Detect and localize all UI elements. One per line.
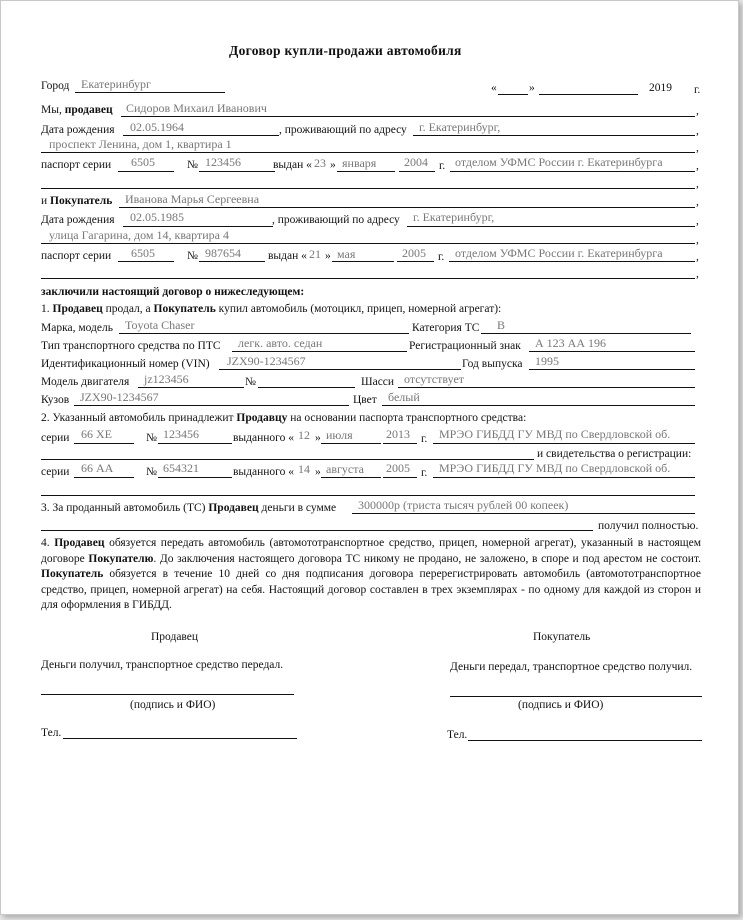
cert-series-underline xyxy=(74,477,134,478)
buyer-issued-by: отделом УФМС России г. Екатеринбурга xyxy=(455,246,663,260)
chassis-value: отсутствует xyxy=(404,372,465,386)
seller-name: Сидоров Михаил Иванович xyxy=(126,101,267,115)
date-month-underline xyxy=(539,94,638,95)
buyer-month-underline xyxy=(332,261,394,262)
buyer-birth-underline xyxy=(123,226,273,227)
buyer-sign-title: Покупатель xyxy=(533,631,591,643)
cert-series-label: серии xyxy=(41,466,70,478)
buyer-passport-series: 6505 xyxy=(131,246,155,260)
buyer-address-line1: г. Екатеринбург, xyxy=(413,210,495,224)
pts-month: июля xyxy=(326,428,353,442)
seller-intro: Мы, продавец xyxy=(41,104,113,116)
buyer-phone-label: Тел. xyxy=(447,729,468,741)
seller-passport-series: 6505 xyxy=(131,155,155,169)
seller-month-underline xyxy=(337,171,395,172)
vehicle-type-label: Тип транспортного средства по ПТС xyxy=(41,340,221,352)
pts-issued-by: МРЭО ГИБДД ГУ МВД по Свердловской об. xyxy=(439,427,671,441)
cert-issued-label: выданного « xyxy=(233,466,294,478)
vehicle-type-value: легк. авто. седан xyxy=(238,336,323,350)
cert-number: 654321 xyxy=(163,461,199,475)
brand-label: Марка, модель xyxy=(41,322,113,334)
buyer-year-underline xyxy=(397,261,434,262)
cert-series: 66 АА xyxy=(81,461,114,475)
cert-month: августа xyxy=(326,462,364,476)
seller-passport-number: 123456 xyxy=(205,155,241,169)
vin-label: Идентификационный номер (VIN) xyxy=(41,358,210,370)
date-day-underline xyxy=(498,94,528,95)
seller-series-underline xyxy=(118,171,174,172)
cert-day: 14 xyxy=(298,462,310,476)
engine-underline xyxy=(138,387,244,388)
seller-name-underline xyxy=(121,116,695,117)
vin-value: JZX90-1234567 xyxy=(227,354,306,368)
pts-blank-line xyxy=(41,459,534,460)
seller-issued-by-underline xyxy=(450,171,695,172)
received-text: получил полностью. xyxy=(598,520,699,532)
buyer-birth-date: 02.05.1985 xyxy=(130,210,184,224)
city-value: Екатеринбург xyxy=(81,77,151,91)
seller-address-line2: проспект Ленина, дом 1, квартира 1 xyxy=(49,137,232,151)
seller-issued-month: января xyxy=(342,156,377,170)
seller-issued-by: отделом УФМС России г. Екатеринбурга xyxy=(455,155,663,169)
cert-year: 2005 xyxy=(386,461,410,475)
buyer-address-underline-1 xyxy=(407,226,695,227)
date-year: 2019 xyxy=(649,82,672,94)
cert-month-underline xyxy=(321,477,381,478)
seller-sign-caption: (подпись и ФИО) xyxy=(130,699,216,711)
reg-plate-value: А 123 АА 196 xyxy=(535,336,606,350)
seller-address-underline-1 xyxy=(413,135,695,136)
brand-underline xyxy=(119,333,409,334)
date-close-quote: » xyxy=(529,82,535,94)
concluded-heading: заключили настоящий договор о нижеследующем: xyxy=(41,286,305,298)
buyer-number-label: № xyxy=(187,250,198,262)
seller-blank-line xyxy=(41,188,695,189)
buyer-passport-number: 987654 xyxy=(205,246,241,260)
contract-page: Договор купли-продажи автомобиля Город Екатеринбург « » 2019 г. Мы, продавец Сидоров Михаил Иванович , Дата рождения 02.05.1964 , проживающий по адресу г. Екатеринбург, , проспект Ленина, дом 1, квартира 1 , паспорт серии 6505 № 123456 выдан « 23 » января 2004 г. отделом УФМС России г. Екатеринбурга , , и Покупатель Иванова Марья Сергеевна , Дата рождения 02.05.1985 , проживающий по адресу г. Екатеринбург, , улица Гагарина, дом 14, квартира 4 , паспорт серии 6505 № 987654 выдан « 21 » мая 2005 г. отделом УФМС России г. Екатеринбурга , , заключили настоящий договор о нижеследующем: 1. Продавец продал, а Покупатель купил автомобиль (мотоцикл, прицеп, номерной агрегат): Марка, модель Toyota Chaser Категория ТС B Тип транспортного средства по ПТС легк. авто. седан Регистрационный знак А 123 АА 196 Идентификационный номер (VIN) JZX90-1234567 Год выпуска 1995 Модель двигателя jz123456 № Шасси отсутствует Кузов JZX90-1234567 Цвет белый 2. Указанный автомобиль принадлежит Продавцу на основании паспорта транспортного средства: серии 66 ХЕ № 123456 выданного « 12 » июля 2013 г. МРЭО ГИБДД ГУ МВД по Свердловской об. и свидетельства о регистрации: серии 66 АА № 654321 выданного « 14 » августа 2005 г. МРЭО ГИБДД ГУ МВД по Свердловской об. 3. За проданный автомобиль (ТС) Продавец деньги в сумме 300000р (триста тысяч рублей 00 копеек) получил полностью. 4. Продавец обязуется передать автомобиль (автомототранспортное средство, прицеп, номерной агрегат), указанный в настоящем договоре Покупателю. До заключения настоящего договора ТС никому не продано, не заложено, в споре и под арестом не состоит. Покупатель обязуется в течение 10 дней со дня подписания договора перерегистрировать автомобиль (автомототранспортное средство, прицеп, номерной агрегат) на себя. Настоящий договор составлен в трех экземплярах - по одному для каждой из сторон и для оформления в ГИБДД. Продавец Покупатель Деньги получил, транспортное средство передал. Деньги передал, транспортное средство получил. (подпись и ФИО) (подпись и ФИО) Тел. Тел. xyxy=(0,0,739,915)
seller-number-label: № xyxy=(187,159,198,171)
cert-number-label: № xyxy=(146,466,157,478)
buyer-passport-label: паспорт серии xyxy=(41,250,112,262)
seller-issued-year: 2004 xyxy=(404,155,428,169)
seller-phone-line xyxy=(63,738,297,739)
buyer-number-underline xyxy=(199,261,265,262)
pts-number: 123456 xyxy=(163,427,199,441)
buyer-issued-by-underline xyxy=(449,261,695,262)
buyer-issued-year: 2005 xyxy=(402,246,426,260)
vin-underline xyxy=(219,369,461,370)
pts-issued-by-underline xyxy=(433,443,695,444)
reg-plate-underline xyxy=(529,351,695,352)
buyer-sign-caption: (подпись и ФИО) xyxy=(518,699,604,711)
color-label: Цвет xyxy=(353,394,377,406)
amount-underline-2 xyxy=(41,530,593,531)
seller-address-line1: г. Екатеринбург, xyxy=(419,120,501,134)
pts-month-underline xyxy=(321,443,381,444)
seller-birth-date: 02.05.1964 xyxy=(130,120,184,134)
date-open-quote: « xyxy=(491,82,497,94)
seller-address-underline-2 xyxy=(41,152,695,153)
cert-number-underline xyxy=(158,477,232,478)
brand-value: Toyota Chaser xyxy=(125,318,195,332)
reg-plate-label: Регистрационный знак xyxy=(409,340,521,352)
cert-year-underline xyxy=(383,477,417,478)
pts-year-underline xyxy=(383,443,417,444)
vehicle-type-underline xyxy=(232,351,407,352)
buyer-intro: и Покупатель xyxy=(41,195,113,207)
seller-issued-label: выдан « xyxy=(273,159,312,171)
buyer-phone-line xyxy=(468,740,702,741)
buyer-birth-label: Дата рождения xyxy=(41,214,115,226)
pts-number-label: № xyxy=(146,432,157,444)
year-underline xyxy=(529,369,695,370)
seller-birth-label: Дата рождения xyxy=(41,124,115,136)
city-label: Город xyxy=(41,80,70,92)
body-label: Кузов xyxy=(41,394,70,406)
pts-day: 12 xyxy=(298,428,310,442)
section4-paragraph: 4. Продавец обязуется передать автомобиль (автомототранспортное средство, прицеп, номерной агрегат), указанный в настоящем договоре Покупателю. До заключения настоящего договора ТС никому не продано, не заложено, в споре и под арестом не состоит. Покупатель обязуется в течение 10 дней со дня подписания договора перерегистрировать автомобиль (автомототранспортное средство, прицеп, номерной агрегат) на себя. Настоящий договор составлен в трех экземплярах - по одному для каждой из сторон и для оформления в ГИБДД. xyxy=(41,537,702,611)
buyer-address-line2: улица Гагарина, дом 14, квартира 4 xyxy=(49,228,229,242)
document-title: Договор купли-продажи автомобиля xyxy=(229,43,462,58)
cert-blank-line xyxy=(41,495,695,496)
cert-issued-by: МРЭО ГИБДД ГУ МВД по Свердловской об. xyxy=(439,461,671,475)
buyer-residing-label: , проживающий по адресу xyxy=(272,214,400,226)
category-underline xyxy=(481,333,691,334)
buyer-name-underline xyxy=(119,207,695,208)
engine-number-underline xyxy=(258,387,355,388)
engine-label: Модель двигателя xyxy=(41,376,130,388)
seller-year-underline xyxy=(399,171,435,172)
buyer-sign-line xyxy=(450,696,702,697)
cert-issued-by-underline xyxy=(433,477,695,478)
buyer-issued-day: 21 xyxy=(309,247,321,261)
pts-series-underline xyxy=(74,443,134,444)
reg-cert-label: и свидетельства о регистрации: xyxy=(537,448,692,460)
pts-series: 66 ХЕ xyxy=(81,427,112,441)
seller-phone-label: Тел. xyxy=(41,727,62,739)
engine-number-label: № xyxy=(245,376,256,388)
color-value: белый xyxy=(388,390,420,404)
section3-intro: 3. За проданный автомобиль (ТС) Продавец деньги в сумме xyxy=(41,502,337,514)
date-year-suffix: г. xyxy=(694,84,701,96)
body-value: JZX90-1234567 xyxy=(80,390,159,404)
amount-underline xyxy=(352,513,695,514)
pts-number-underline xyxy=(158,443,232,444)
engine-value: jz123456 xyxy=(144,372,189,386)
color-underline xyxy=(382,405,695,406)
section2-intro: 2. Указанный автомобиль принадлежит Продавцу на основании паспорта транспортного средства: xyxy=(41,412,527,424)
buyer-issued-month: мая xyxy=(337,247,356,261)
section1-intro: 1. Продавец продал, а Покупатель купил автомобиль (мотоцикл, прицеп, номерной агрегат): xyxy=(41,303,502,315)
seller-residing-label: , проживающий по адресу xyxy=(279,124,407,136)
year-value: 1995 xyxy=(535,354,559,368)
chassis-label: Шасси xyxy=(361,376,395,388)
seller-number-underline xyxy=(199,171,275,172)
seller-sign-text: Деньги получил, транспортное средство передал. xyxy=(41,659,284,671)
pts-series-label: серии xyxy=(41,432,70,444)
seller-sign-title: Продавец xyxy=(151,631,199,643)
body-underline xyxy=(74,405,349,406)
category-label: Категория ТС xyxy=(412,322,480,334)
seller-issued-day: 23 xyxy=(314,156,326,170)
buyer-name: Иванова Марья Сергеевна xyxy=(125,192,260,206)
city-underline xyxy=(75,92,225,93)
seller-birth-underline xyxy=(123,135,279,136)
year-label: Год выпуска xyxy=(462,358,523,370)
buyer-sign-text: Деньги передал, транспортное средство получил. xyxy=(450,661,693,673)
buyer-blank-line xyxy=(41,278,695,279)
buyer-issued-label: выдан « xyxy=(268,250,307,262)
buyer-series-underline xyxy=(118,261,174,262)
seller-sign-line xyxy=(41,694,294,695)
pts-issued-label: выданного « xyxy=(233,432,294,444)
chassis-underline xyxy=(398,387,695,388)
amount-value: 300000р (триста тысяч рублей 00 копеек) xyxy=(358,498,569,512)
pts-year: 2013 xyxy=(386,427,410,441)
seller-passport-label: паспорт серии xyxy=(41,159,112,171)
category-value: B xyxy=(497,318,506,332)
buyer-address-underline-2 xyxy=(41,243,695,244)
